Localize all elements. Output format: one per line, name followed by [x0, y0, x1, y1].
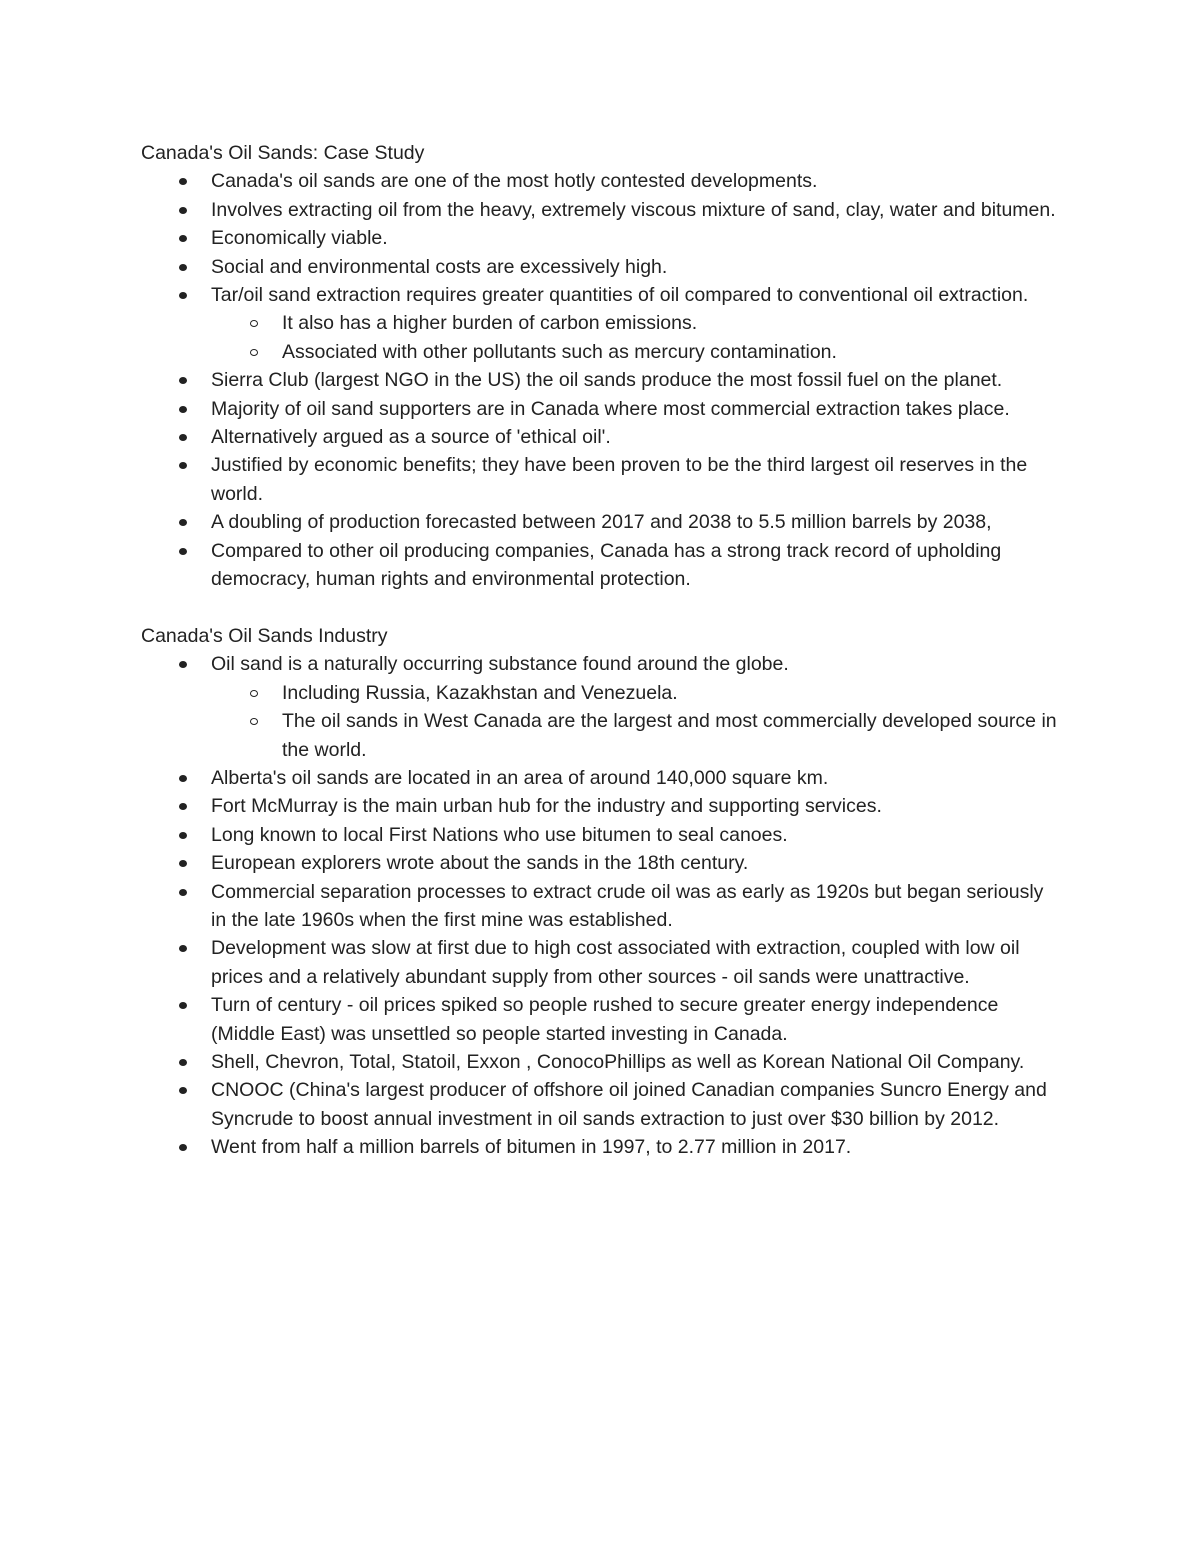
bullet-list: [141, 167, 1061, 593]
list-item-text: Canada's oil sands are one of the most hotly contested developments.: [211, 170, 818, 193]
list-item-text: Social and environmental costs are excessively high.: [211, 255, 668, 278]
bullet-icon: [179, 832, 187, 839]
bullet-icon: [179, 462, 187, 469]
sub-list-item: [211, 338, 1061, 366]
bullet-icon: [179, 519, 187, 526]
list-item: [141, 991, 1061, 1048]
list-item: [141, 650, 1061, 764]
list-item: [141, 764, 1061, 792]
bullet-icon: [179, 434, 187, 441]
sub-list-item-text: The oil sands in West Canada are the largest and most commercially developed source in the world.: [282, 710, 1057, 761]
bullet-icon: [179, 1087, 187, 1094]
list-item-text: Shell, Chevron, Total, Statoil, Exxon , ConocoPhillips as well as Korean National Oil Company.: [211, 1050, 1025, 1073]
list-item-text: Involves extracting oil from the heavy, extremely viscous mixture of sand, clay, water and bitumen.: [211, 198, 1056, 221]
list-item: [141, 1076, 1061, 1133]
bullet-icon: [179, 1002, 187, 1009]
list-item: [141, 1133, 1061, 1161]
bullet-icon: [179, 889, 187, 896]
list-item-text: European explorers wrote about the sands in the 18th century.: [211, 852, 749, 875]
bullet-icon: [179, 406, 187, 413]
list-item-text: Long known to local First Nations who use bitumen to seal canoes.: [211, 823, 788, 846]
list-item-text: Development was slow at first due to high cost associated with extraction, coupled with low oil prices and a relatively abundant supply from other sources - oil sands were unattractive.: [211, 937, 1020, 988]
hollow-bullet-icon: [250, 349, 258, 356]
list-item: [141, 792, 1061, 820]
sub-list-item-text: It also has a higher burden of carbon emissions.: [282, 312, 698, 335]
list-item: [141, 423, 1061, 451]
bullet-icon: [179, 775, 187, 782]
list-item: [141, 167, 1061, 195]
list-item: [141, 537, 1061, 594]
list-item: [141, 224, 1061, 252]
list-item: [141, 508, 1061, 536]
bullet-icon: [179, 377, 187, 384]
bullet-icon: [179, 178, 187, 185]
list-item-text: Went from half a million barrels of bitumen in 1997, to 2.77 million in 2017.: [211, 1136, 852, 1159]
list-item: [141, 451, 1061, 508]
sub-list-item: [211, 707, 1061, 764]
list-item: [141, 366, 1061, 394]
hollow-bullet-icon: [250, 718, 258, 725]
hollow-bullet-icon: [250, 690, 258, 697]
bullet-icon: [179, 661, 187, 668]
sub-bullet-list: [211, 309, 1061, 366]
list-item: [141, 821, 1061, 849]
hollow-bullet-icon: [250, 320, 258, 327]
list-item-text: Justified by economic benefits; they have been proven to be the third largest oil reserves in the world.: [211, 454, 1028, 505]
bullet-icon: [179, 945, 187, 952]
list-item-text: CNOOC (China's largest producer of offshore oil joined Canadian companies Suncro Energy and Syncrude to boost annual investment in oil sands extraction to just over $30 billion by 2012.: [211, 1079, 1047, 1130]
bullet-icon: [179, 235, 187, 242]
sub-list-item: [211, 309, 1061, 337]
sub-list-item: [211, 679, 1061, 707]
list-item-text: Turn of century - oil prices spiked so people rushed to secure greater energy independence (Middle East) was unsettled so people started investing in Canada.: [211, 994, 999, 1045]
list-item-text: Majority of oil sand supporters are in Canada where most commercial extraction takes place.: [211, 397, 1010, 420]
list-item: [141, 1048, 1061, 1076]
bullet-icon: [179, 803, 187, 810]
sub-bullet-list: [211, 679, 1061, 764]
list-item-text: Alternatively argued as a source of 'ethical oil'.: [211, 426, 611, 449]
list-item-text: Tar/oil sand extraction requires greater quantities of oil compared to conventional oil extraction.: [211, 284, 1029, 307]
bullet-icon: [179, 207, 187, 214]
list-item-text: Oil sand is a naturally occurring substance found around the globe.: [211, 653, 789, 676]
bullet-icon: [179, 1059, 187, 1066]
list-item-text: Commercial separation processes to extract crude oil was as early as 1920s but began seriously in the late 1960s when the first mine was established.: [211, 880, 1044, 931]
list-item-text: Fort McMurray is the main urban hub for the industry and supporting services.: [211, 795, 882, 818]
paragraph-spacer: [141, 594, 1061, 622]
list-item-text: Sierra Club (largest NGO in the US) the oil sands produce the most fossil fuel on the planet.: [211, 369, 1003, 392]
bullet-icon: [179, 292, 187, 299]
list-item: [141, 281, 1061, 366]
list-item-text: Compared to other oil producing companies, Canada has a strong track record of upholding democracy, human rights and environmental protection.: [211, 539, 1002, 591]
bullet-icon: [179, 860, 187, 867]
bullet-icon: [179, 264, 187, 271]
bullet-icon: [179, 548, 187, 555]
list-item: [141, 849, 1061, 877]
section-title: Canada's Oil Sands: Case Study: [141, 142, 425, 164]
list-item-text: Alberta's oil sands are located in an area of around 140,000 square km.: [211, 766, 829, 789]
list-item: [141, 934, 1061, 991]
list-item-text: A doubling of production forecasted between 2017 and 2038 to 5.5 million barrels by 2038,: [211, 511, 992, 534]
list-item: [141, 878, 1061, 935]
list-item: [141, 253, 1061, 281]
sub-list-item-text: Including Russia, Kazakhstan and Venezuela.: [282, 681, 678, 704]
sub-list-item-text: Associated with other pollutants such as mercury contamination.: [282, 340, 837, 363]
list-item: [141, 196, 1061, 224]
bullet-icon: [179, 1144, 187, 1151]
bullet-list: [141, 650, 1061, 1161]
document-page: [141, 139, 1061, 1162]
list-item-text: Economically viable.: [211, 227, 388, 250]
section-title: Canada's Oil Sands Industry: [141, 624, 388, 647]
list-item: [141, 395, 1061, 423]
